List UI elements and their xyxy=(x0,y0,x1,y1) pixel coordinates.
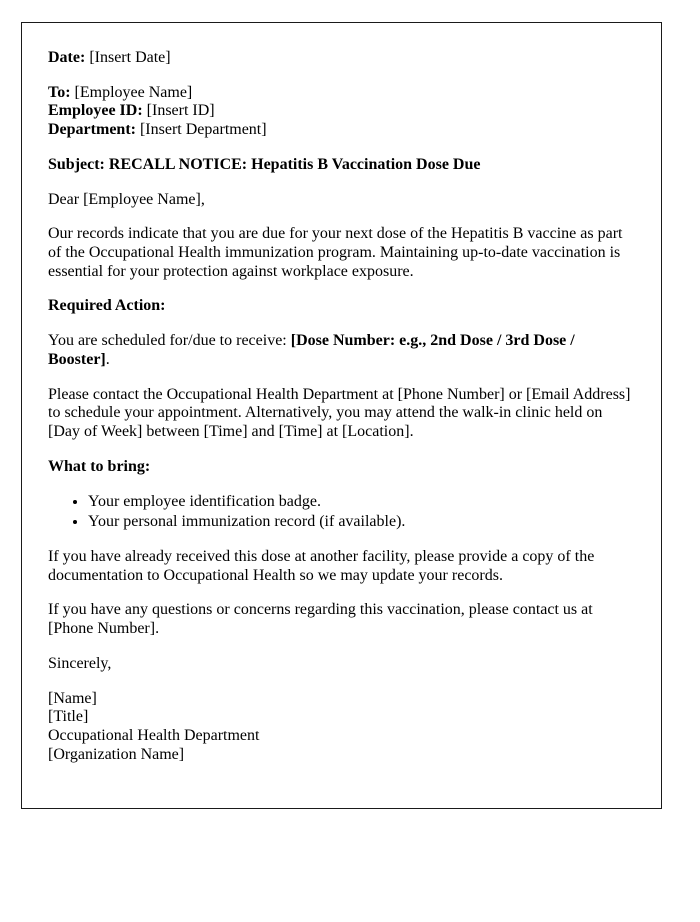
list-item: • Your employee identification badge. xyxy=(88,493,635,512)
schedule-prefix: You are scheduled for/due to receive: xyxy=(48,332,287,350)
signature-block xyxy=(48,690,635,765)
signature-department: Occupational Health Department xyxy=(48,726,260,744)
employee-id-label: Employee ID: xyxy=(48,102,143,120)
date-value: [Insert Date] xyxy=(89,49,171,66)
subject-text: Subject: RECALL NOTICE: Hepatitis B Vaccination Dose Due xyxy=(48,155,481,173)
employee-id-value: [Insert ID] xyxy=(146,102,215,120)
list-item: • Your personal immunization record (if available). xyxy=(88,513,635,532)
already-received-paragraph: If you have already received this dose at another facility, please provide a copy of the documentation to Occupational Health so we may update your records. xyxy=(48,547,595,584)
schedule-dose-bold: [Dose Number: e.g., 2nd Dose / 3rd Dose / Booster] xyxy=(48,332,575,368)
questions-paragraph: If you have any questions or concerns regarding this vaccination, please contact us at [Phone Number]. xyxy=(48,601,593,638)
recipient-block xyxy=(48,84,635,140)
bring-heading xyxy=(48,458,635,477)
signature-title: [Title] xyxy=(48,708,89,726)
bring-list xyxy=(48,493,635,532)
intro-paragraph: Our records indicate that you are due for your next dose of the Hepatitis B vaccine as part of the Occupational Health immunization program. Maintaining up-to-date vaccination is essential for your protection against workplace exposure. xyxy=(48,225,623,280)
date-line xyxy=(48,49,635,68)
to-value: [Employee Name] xyxy=(74,83,193,101)
to-label: To: xyxy=(48,83,71,101)
required-action-text: Required Action: xyxy=(48,297,166,315)
salutation: Dear [Employee Name], xyxy=(48,190,205,208)
schedule-line xyxy=(48,332,635,369)
bring-heading-text: What to bring: xyxy=(48,457,151,475)
letter-document xyxy=(21,22,662,809)
subject-line xyxy=(48,156,635,175)
signature-name: [Name] xyxy=(48,689,97,707)
contact-paragraph: Please contact the Occupational Health Department at [Phone Number] or [Email Address] to schedule your appointment. Alternatively, you may attend the walk-in clinic held on [Day of Week] between [Time] and [Time] at [Location]. xyxy=(48,385,631,441)
signature-organization: [Organization Name] xyxy=(48,745,185,763)
department-label: Department: xyxy=(48,121,136,139)
closing: Sincerely, xyxy=(48,654,112,672)
schedule-suffix: . xyxy=(105,350,110,368)
department-value: [Insert Department] xyxy=(139,121,267,139)
required-action-heading xyxy=(48,297,635,316)
date-label: Date: xyxy=(48,49,86,66)
